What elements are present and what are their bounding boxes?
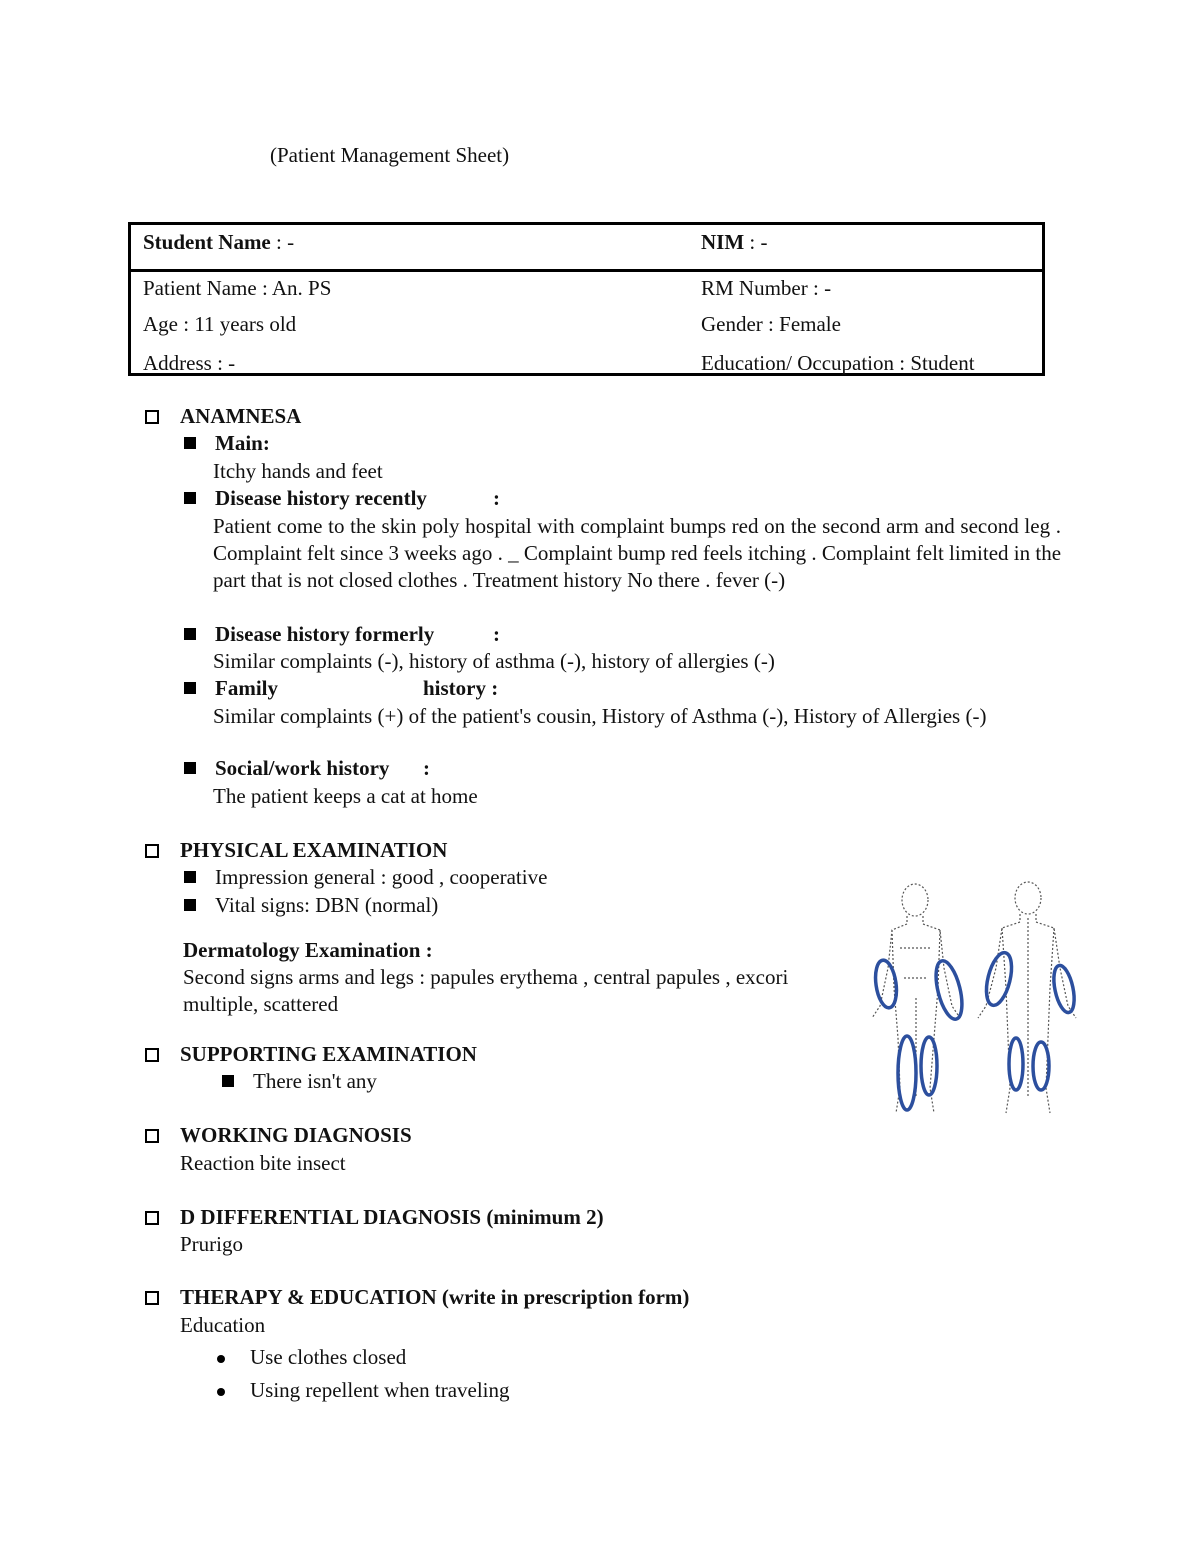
family-history-label: Family [215,676,278,700]
lesion-markers [873,950,1078,1110]
lesion-marker [1009,1038,1023,1090]
lesion-marker [873,959,899,1009]
recent-history-colon: : [493,486,500,510]
patient-name: Patient Name : An. PS [143,276,332,300]
main-complaint-label: Main: [215,431,270,455]
general-impression: Impression general : good , cooperative [215,865,548,889]
bullet [184,682,196,694]
back-body-outline [978,882,1076,1113]
derm-exam-label: Dermatology Examination : [183,938,433,962]
anamnesa-checkbox [145,410,159,424]
nim [701,230,768,255]
bullet [217,1355,225,1363]
recent-history-body: Patient come to the skin poly hospital with complaint bumps red on the second arm and second leg . Complaint felt since 3 weeks ago . _ Complaint bump red feels itching . Complaint felt limited in the part that is not closed clothes . Treatment history No there . fever (-) [213,514,1062,592]
derm-exam-line-1: Second signs arms and legs : papules erythema , central papules , excori [183,965,789,989]
family-history-body: Similar complaints (+) of the patient's cousin, History of Asthma (-), History of Allergies (-) [213,704,987,728]
bullet [184,437,196,449]
social-history-text: The patient keeps a cat at home [213,784,478,808]
therapy-checkbox [145,1291,159,1305]
nim-label: NIM [701,230,745,254]
lesion-marker [931,958,967,1022]
supporting-heading: SUPPORTING EXAMINATION [180,1042,477,1066]
bullet [184,762,196,774]
body-diagram [862,878,1087,1121]
lesion-marker [1033,1042,1049,1090]
derm-exam-line-2: multiple, scattered [183,992,339,1016]
recent-history-label: Disease history recently [215,486,427,510]
bullet [184,899,196,911]
nim-value: : - [744,230,768,254]
lesion-marker [898,1036,916,1110]
education-item: Using repellent when traveling [250,1378,510,1402]
bullet [222,1075,234,1087]
family-history-label-tail: history : [423,676,499,700]
differential-heading: D DIFFERENTIAL DIAGNOSIS (minimum 2) [180,1205,604,1229]
main-complaint-text: Itchy hands and feet [213,459,383,483]
bullet [184,871,196,883]
physical-heading: PHYSICAL EXAMINATION [180,838,448,862]
working-checkbox [145,1129,159,1143]
patient-gender: Gender : Female [701,312,841,336]
family-history-text [213,703,1061,730]
lesion-marker [921,1037,937,1095]
patient-info-table [128,222,1045,376]
supporting-checkbox [145,1048,159,1062]
therapy-heading: THERAPY & EDUCATION (write in prescription form) [180,1285,690,1309]
social-history-colon: : [423,756,430,780]
working-heading: WORKING DIAGNOSIS [180,1123,412,1147]
bullet [184,492,196,504]
student-row [131,225,1042,272]
student-name-label: Student Name [143,230,271,254]
rm-number: RM Number : - [701,276,832,300]
differential-checkbox [145,1211,159,1225]
former-history-text: Similar complaints (-), history of asthma (-), history of allergies (-) [213,649,775,673]
student-name [143,230,294,255]
student-name-value: : - [270,230,295,254]
working-diagnosis: Reaction bite insect [180,1151,346,1175]
bullet [184,628,196,640]
recent-history-text [213,513,1061,594]
supporting-item: There isn't any [253,1069,377,1093]
lesion-marker [982,950,1016,1008]
patient-address: Address : - [143,351,236,375]
former-history-colon: : [493,622,500,646]
former-history-label: Disease history formerly [215,622,435,646]
physical-checkbox [145,844,159,858]
patient-age: Age : 11 years old [143,312,297,336]
bullet [217,1388,225,1396]
education-label: Education [180,1313,266,1337]
differential-diagnosis: Prurigo [180,1232,243,1256]
patient-education: Education/ Occupation : Student [701,351,975,375]
sheet-title: (Patient Management Sheet) [270,143,510,167]
social-history-label: Social/work history [215,756,390,780]
education-item: Use clothes closed [250,1345,407,1369]
vital-signs: Vital signs: DBN (normal) [215,893,439,917]
anamnesa-heading: ANAMNESA [180,404,302,428]
